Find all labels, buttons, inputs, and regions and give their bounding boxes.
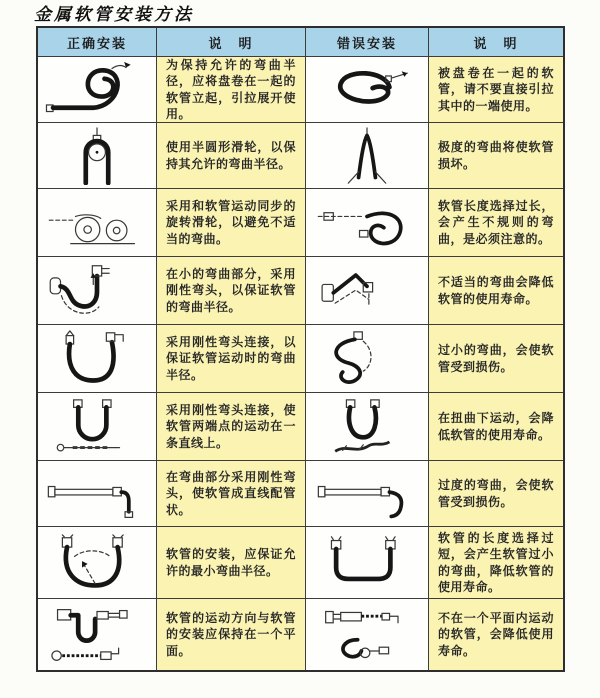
single-plane-trap-layout-icon: [43, 604, 151, 666]
rigid-elbow-at-small-bend-icon: [43, 262, 151, 320]
row2-wrong-image-cell: [306, 123, 428, 188]
synchronized-rotating-pulleys-icon: [43, 194, 151, 252]
overlong-hose-irregular-loop-icon: [313, 194, 421, 252]
row2-correct-image-cell: [38, 123, 156, 188]
row9-correct-desc: 软管的运动方向与软管的安装应保持在一个平面。: [157, 599, 305, 670]
row7-correct-image-cell: [38, 461, 156, 526]
rigid-elbow-u-loop-icon: [43, 330, 151, 388]
row3-correct-desc: 采用和软管运动同步的旋转滑轮，以避免不适当的弯曲。: [157, 189, 305, 256]
row3-wrong-desc: 软管长度选择过长，会产生不规则的弯曲，是必须注意的。: [429, 189, 563, 256]
u-hose-endpoints-on-straight-line-icon: [43, 398, 151, 456]
row6-correct-image-cell: [38, 393, 156, 460]
row4-wrong-image-cell: [306, 257, 428, 324]
row3-correct-image-cell: [38, 189, 156, 256]
header-wrong-description: 说 明: [429, 28, 563, 56]
u-hose-twisted-motion-icon: [313, 398, 421, 456]
row8-wrong-image-cell: [306, 527, 428, 598]
row3-wrong-image-cell: [306, 189, 428, 256]
row6-wrong-desc: 在扭曲下运动，会降低软管的使用寿命。: [429, 393, 563, 460]
row2-correct-desc: 使用半圆形滑轮，以保持其允许的弯曲半径。: [157, 123, 305, 188]
row1-correct-image-cell: [38, 57, 156, 122]
row5-correct-image-cell: [38, 325, 156, 392]
coiled-hose-pulled-from-end-icon: [313, 61, 421, 119]
header-wrong-install: 错误安装: [306, 28, 428, 56]
u-hose-minimum-bend-radius-icon: [43, 534, 151, 592]
row8-correct-image-cell: [38, 527, 156, 598]
header-correct-description: 说 明: [157, 28, 305, 56]
row4-correct-desc: 在小的弯曲部分，采用刚性弯头，以保证软管的弯曲半径。: [157, 257, 305, 324]
installation-table: [36, 26, 565, 672]
page-title: 金属软管安装方法: [34, 5, 194, 25]
row9-wrong-image-cell: [306, 599, 428, 670]
row7-wrong-image-cell: [306, 461, 428, 526]
row5-correct-desc: 采用刚性弯头连接，以保证软管运动时的弯曲半径。: [157, 325, 305, 392]
row8-correct-desc: 软管的安装，应保证允许的最小弯曲半径。: [157, 527, 305, 598]
row7-wrong-desc: 过度的弯曲，会使软管受到损伤。: [429, 461, 563, 526]
overbent-pipe-end-icon: [313, 465, 421, 523]
improper-sharp-bend-icon: [313, 262, 421, 320]
hose-over-semicircular-pulley-icon: [43, 127, 151, 185]
out-of-plane-motion-hose-icon: [313, 604, 421, 666]
row9-wrong-desc: 不在一个平面内运动的软管，会降低使用寿命。: [429, 599, 563, 670]
row7-correct-desc: 在弯曲部分采用刚性弯头，使软管成直线配管状。: [157, 461, 305, 526]
upright-coil-unrolling-hose-icon: [43, 61, 151, 119]
header-correct-install: 正确安装: [38, 28, 156, 56]
row1-correct-desc: 为保持允许的弯曲半径，应将盘卷在一起的软管立起，引拉展开使用。: [157, 57, 305, 122]
row8-wrong-desc: 软管的长度选择过短，会产生软管过小的弯曲，降低软管的使用寿命。: [429, 527, 563, 598]
row4-wrong-desc: 不适当的弯曲会降低软管的使用寿命。: [429, 257, 563, 324]
too-small-bend-s-curve-icon: [313, 330, 421, 388]
short-hose-flattened-bend-icon: [313, 534, 421, 592]
straight-piping-with-rigid-elbow-icon: [43, 465, 151, 523]
row1-wrong-desc: 被盘卷在一起的软管，请不要直接引拉其中的一端使用。: [429, 57, 563, 122]
sharply-bent-hanging-hose-icon: [313, 127, 421, 185]
row4-correct-image-cell: [38, 257, 156, 324]
row6-wrong-image-cell: [306, 393, 428, 460]
row2-wrong-desc: 极度的弯曲将使软管损坏。: [429, 123, 563, 188]
row1-wrong-image-cell: [306, 57, 428, 122]
row5-wrong-image-cell: [306, 325, 428, 392]
row6-correct-desc: 采用刚性弯头连接，使软管两端点的运动在一条直线上。: [157, 393, 305, 460]
row5-wrong-desc: 过小的弯曲，会使软管受到损伤。: [429, 325, 563, 392]
row9-correct-image-cell: [38, 599, 156, 670]
